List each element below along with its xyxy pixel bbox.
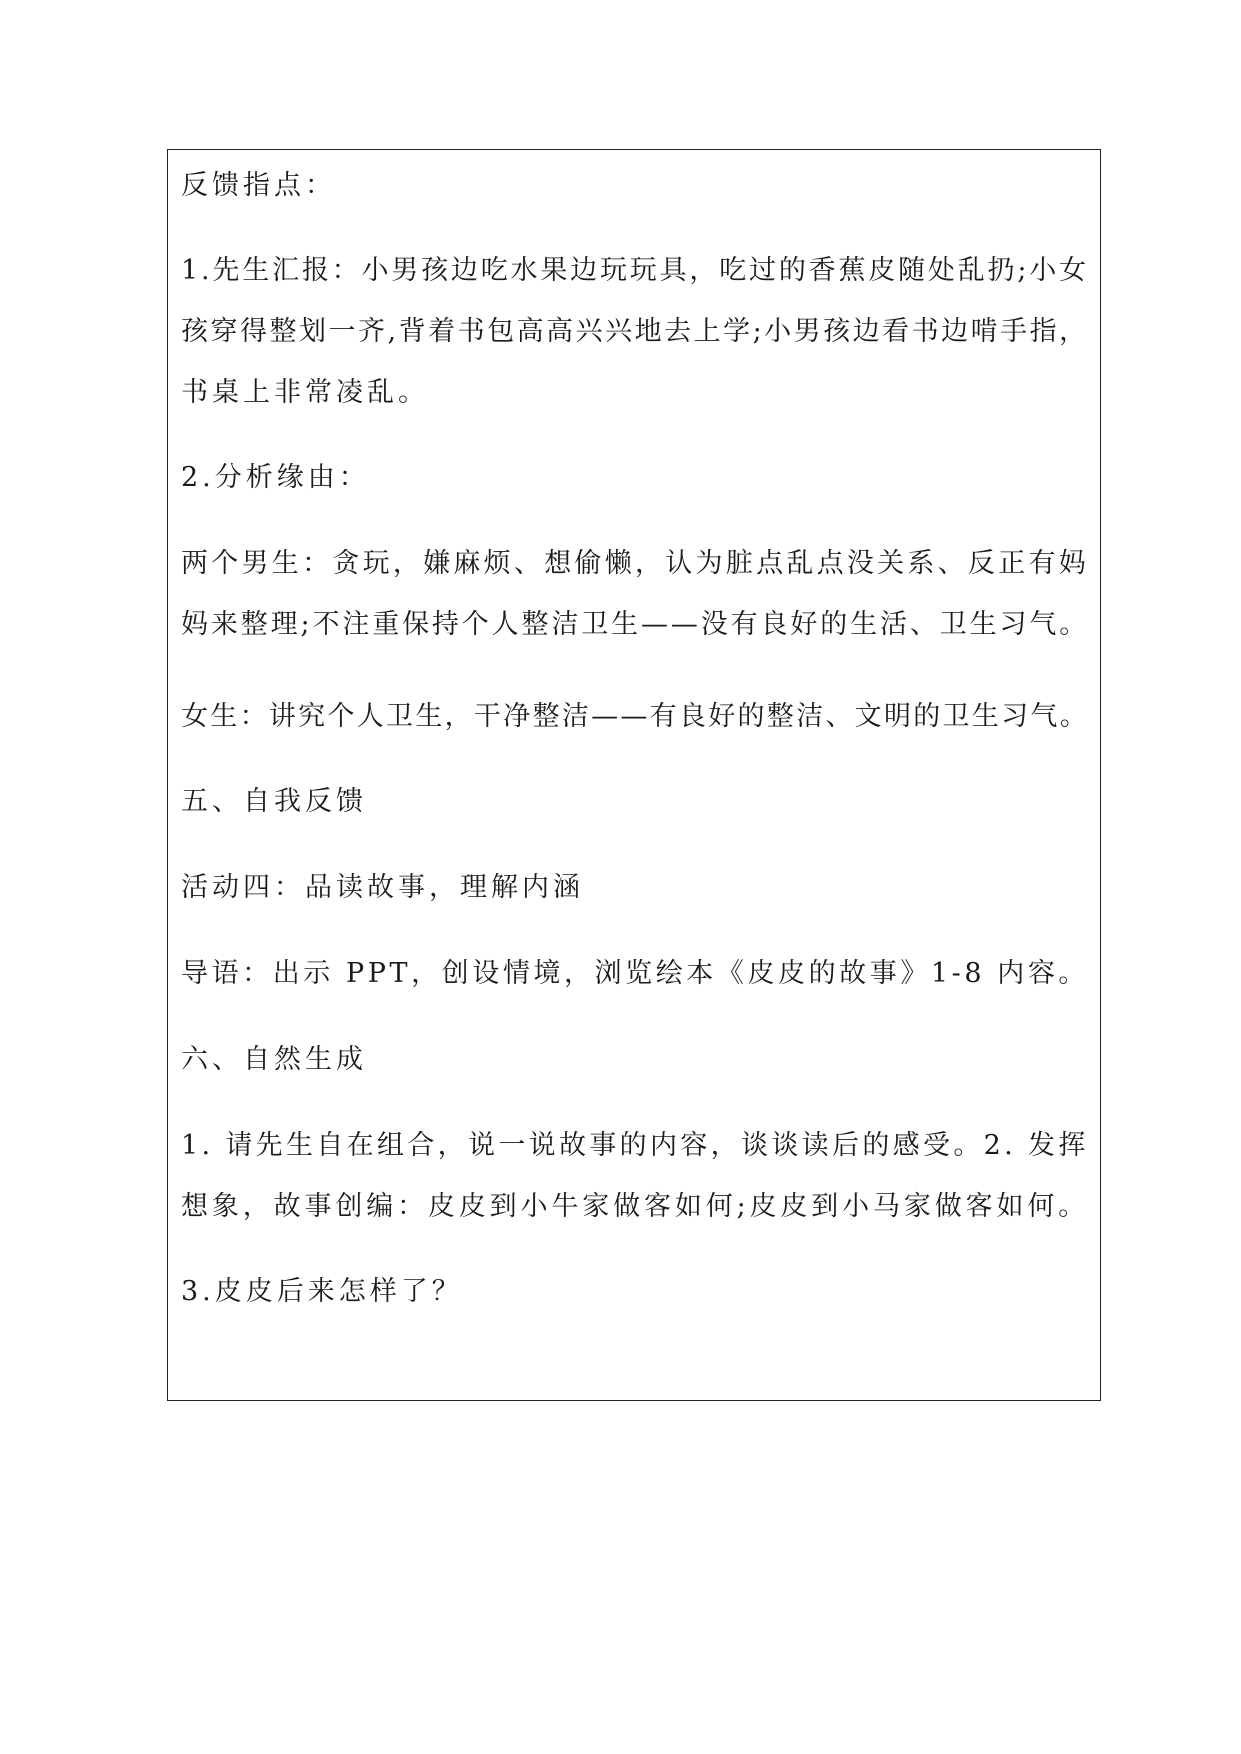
section-five-heading: 五、自我反馈: [181, 786, 367, 817]
section-six-heading: 六、自然生成: [181, 1044, 367, 1075]
girl-analysis-line: 女生：讲究个人卫生，干净整洁——有良好的整洁、文明的卫生习气。: [181, 701, 1089, 732]
report-line-1: 1.先生汇报：小男孩边吃水果边玩玩具，吃过的香蕉皮随处乱扔;小女: [181, 255, 1089, 286]
task-line-1: 1. 请先生自在组合，说一说故事的内容，谈谈读后的感受。2. 发挥: [181, 1130, 1089, 1161]
feedback-heading: 反馈指点：: [181, 170, 336, 201]
report-line-2: 孩穿得整划一齐,背着书包高高兴兴地去上学;小男孩边看书边啃手指，: [181, 316, 1089, 347]
task-line-3: 3.皮皮后来怎样了？: [181, 1276, 463, 1307]
intro-line: 导语：出示 PPT，创设情境，浏览绘本《皮皮的故事》1-8 内容。: [181, 958, 1089, 989]
analysis-heading: 2.分析缘由：: [181, 462, 370, 493]
boys-analysis-line-2: 妈来整理;不注重保持个人整洁卫生——没有良好的生活、卫生习气。: [181, 609, 1090, 640]
boys-analysis-line-1: 两个男生：贪玩，嫌麻烦、想偷懒，认为脏点乱点没关系、反正有妈: [181, 548, 1089, 579]
activity-four-line: 活动四：品读故事，理解内涵: [181, 872, 584, 903]
task-line-2: 想象，故事创编：皮皮到小牛家做客如何;皮皮到小马家做客如何。: [181, 1191, 1090, 1222]
report-line-3: 书桌上非常凌乱。: [181, 377, 429, 408]
